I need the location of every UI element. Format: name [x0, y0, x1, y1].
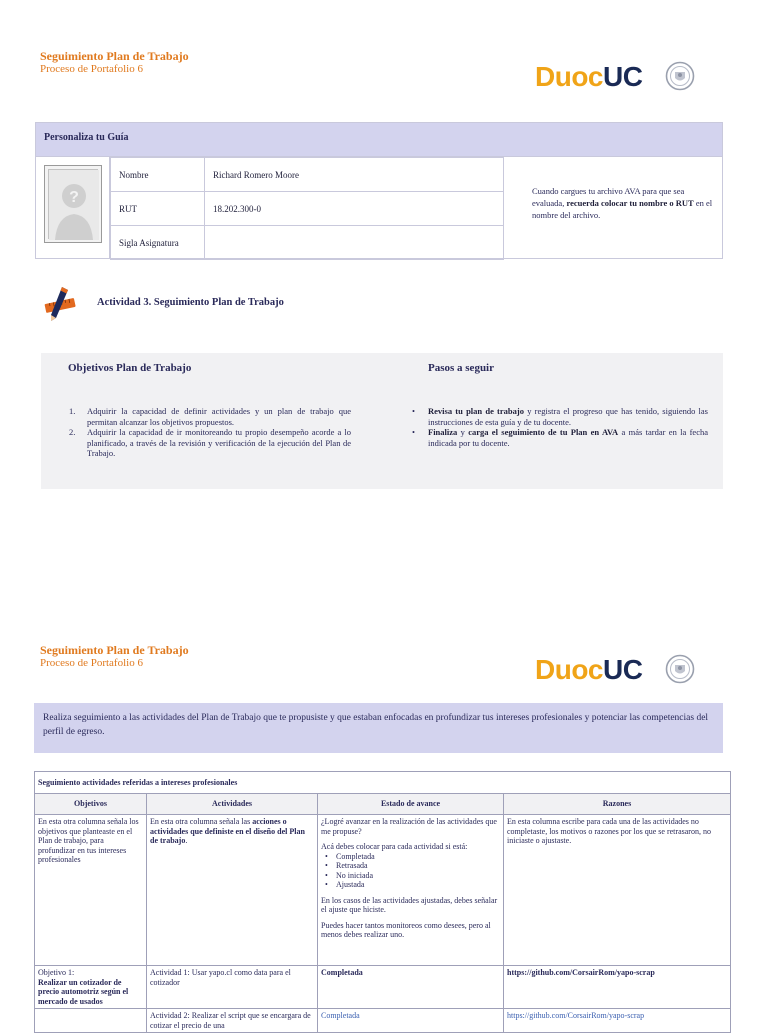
intro-box: Realiza seguimiento a las actividades del Plan de Trabajo que te propusiste y que estaban enfocadas en profundizar tus intereses profesionales y potenciar las competencias del perfil de egreso.: [34, 703, 723, 753]
sigla-value[interactable]: [205, 226, 504, 260]
objectives-panel: [41, 353, 723, 489]
instruction-cell: En esta otra columna señala los objetivos que planteaste en el Plan de trabajo, para profundizar en tus intereses profesionales: [35, 815, 147, 966]
reason-cell[interactable]: https://github.com/CorsairRom/yapo-scrap: [504, 966, 731, 1009]
table-row: [35, 1009, 731, 1033]
activity-title: Actividad 3. Seguimiento Plan de Trabajo: [97, 297, 284, 308]
objectives-title: Objetivos Plan de Trabajo: [68, 362, 192, 374]
objective-cell: [35, 1009, 147, 1033]
steps-title: Pasos a seguir: [428, 362, 494, 374]
list-item: • Ajustada: [321, 880, 500, 890]
table-row: [35, 815, 731, 966]
list-item: • No iniciada: [321, 871, 500, 881]
photo-cell: [36, 157, 110, 259]
field-row-rut: [111, 192, 504, 226]
uc-seal-icon: [665, 654, 695, 684]
uc-seal-icon: [665, 61, 695, 91]
activity-cell: Actividad 2: Realizar el script que se encargara de cotizar el precio de una: [147, 1009, 318, 1033]
steps-list: [412, 406, 708, 448]
objectives-list: [69, 406, 351, 459]
status-options-list: [321, 852, 500, 890]
column-header: Objetivos: [35, 794, 147, 815]
column-header: Estado de avance: [318, 794, 504, 815]
instruction-cell: En esta otra columna señala las acciones o actividades que definiste en el diseño del Plan de trabajo.: [147, 815, 318, 966]
pencil-ruler-icon: [42, 284, 82, 324]
table-caption: Seguimiento actividades referidas a intereses profesionales: [35, 772, 731, 794]
activity-cell: Actividad 1: Usar yapo.cl como data para el cotizador: [147, 966, 318, 1009]
tracking-table: [34, 771, 731, 1033]
status-cell: Completada: [318, 966, 504, 1009]
page-title: Seguimiento Plan de Trabajo: [40, 49, 189, 63]
list-item: • Completada: [321, 852, 500, 862]
status-cell: Completada: [318, 1009, 504, 1033]
personalize-guide-box: [35, 122, 723, 259]
field-row-name: [111, 158, 504, 192]
duoc-uc-logo: [535, 652, 695, 688]
field-label: RUT: [111, 192, 205, 226]
field-row-sigla: [111, 226, 504, 260]
reason-link[interactable]: https://github.com/CorsairRom/yapo-scrap: [504, 1009, 731, 1033]
svg-text:?: ?: [69, 189, 79, 206]
logo-uc-text: UC: [603, 61, 643, 92]
instruction-cell: En esta columna escribe para cada una de las actividades no completaste, los motivos o razones por los que se retrasaron, no iniciaste o ajustaste.: [504, 815, 731, 966]
instruction-cell: ¿Logré avanzar en la realización de las actividades que me propuse? Acá debes colocar para cada actividad si está: • Completada • Retrasada • No iniciada • Ajustada En los casos de las actividades ajustadas, debes señalar el ajuste que hiciste. Puedes hacer tantos monitoreos como desees, pero al menos debes realizar uno.: [318, 815, 504, 966]
duoc-uc-logo: [535, 59, 695, 95]
logo-duoc-text: Duoc: [535, 61, 603, 92]
logo-duoc-text: Duoc: [535, 654, 603, 685]
table-caption-row: [35, 772, 731, 794]
photo-frame: [44, 165, 102, 243]
list-item: • Retrasada: [321, 861, 500, 871]
list-item: • Revisa tu plan de trabajo y registra el progreso que has tenido, siguiendo las instrucciones de esta guía y de tu docente.: [412, 406, 708, 427]
student-fields-table: [110, 157, 504, 260]
objective-cell: Objetivo 1: Realizar un cotizador de precio automotriz según el mercado de usados: [35, 966, 147, 1009]
page-subtitle: Proceso de Portafolio 6: [40, 63, 143, 75]
name-value[interactable]: Richard Romero Moore: [205, 158, 504, 192]
logo-uc-text: UC: [603, 654, 643, 685]
table-header-row: [35, 794, 731, 815]
column-header: Razones: [504, 794, 731, 815]
upload-note: Cuando cargues tu archivo AVA para que sea evaluada, recuerda colocar tu nombre o RUT en el nombre del archivo.: [532, 186, 713, 220]
user-placeholder-icon: [49, 170, 99, 240]
field-label: Nombre: [111, 158, 205, 192]
page-title: Seguimiento Plan de Trabajo: [40, 643, 189, 657]
guide-heading: Personaliza tu Guía: [36, 123, 722, 157]
list-item: • Finaliza y carga el seguimiento de tu Plan en AVA a más tardar en la fecha indicada por tu docente.: [412, 427, 709, 448]
table-row: [35, 966, 731, 1009]
column-header: Actividades: [147, 794, 318, 815]
page-subtitle: Proceso de Portafolio 6: [40, 657, 143, 669]
list-item: 1. Adquirir la capacidad de definir actividades y un plan de trabajo que permitan alcanzar los objetivos propuestos.: [69, 406, 351, 427]
list-item: 2. Adquirir la capacidad de ir monitoreando tu propio desempeño acorde a lo planificado, a través de la revisión y verificación de la ejecución del Plan de Trabajo.: [69, 427, 351, 458]
rut-value[interactable]: 18.202.300-0: [205, 192, 504, 226]
field-label: Sigla Asignatura: [111, 226, 205, 260]
